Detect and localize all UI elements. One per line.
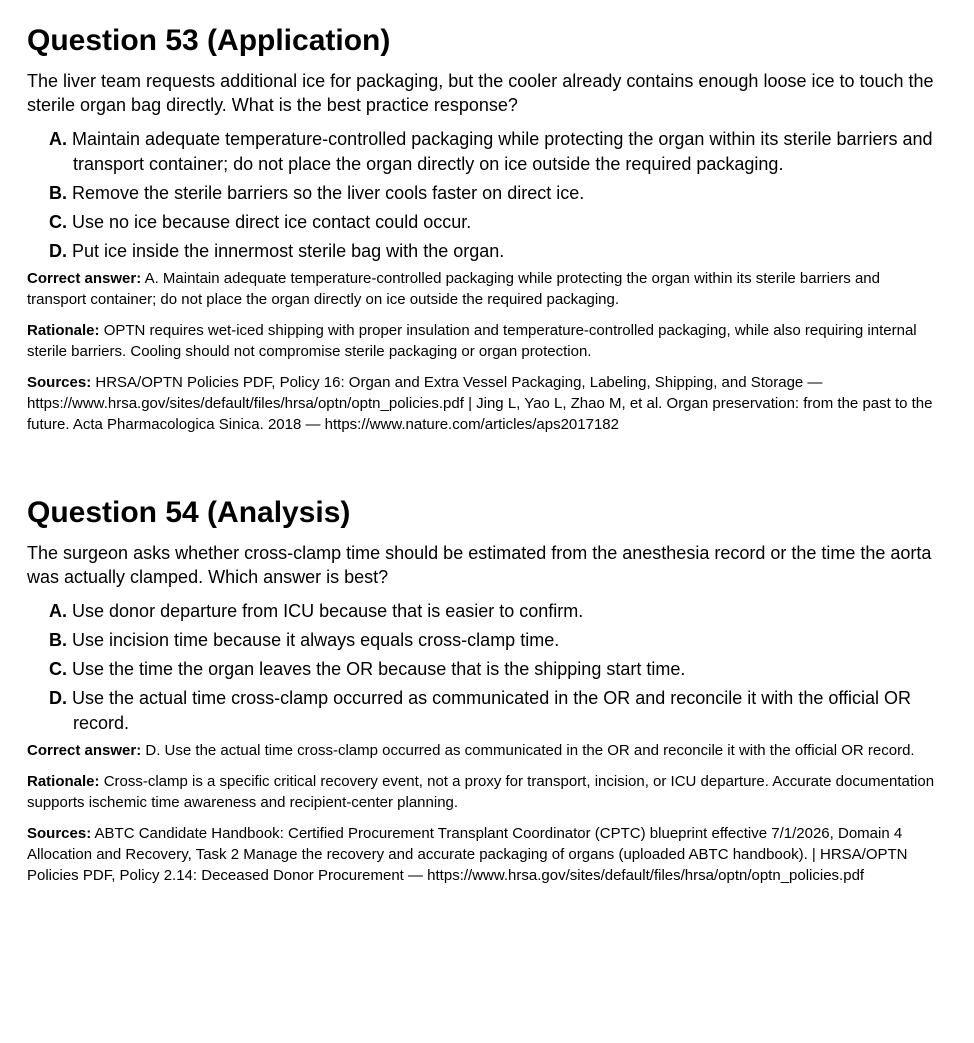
option-letter: D. xyxy=(49,688,67,708)
option-b xyxy=(49,628,937,653)
question-title: Question 54 (Analysis) xyxy=(27,496,351,529)
option-text: Remove the sterile barriers so the liver cools faster on direct ice. xyxy=(72,183,585,203)
option-letter: D. xyxy=(49,241,67,261)
sources-label: Sources: xyxy=(27,374,92,391)
sources-label: Sources: xyxy=(27,825,92,842)
option-c xyxy=(49,210,937,235)
option-letter: C. xyxy=(49,212,67,232)
correct-answer-label: Correct answer: xyxy=(27,742,142,759)
option-letter: B. xyxy=(49,183,67,203)
option-letter: A. xyxy=(49,129,67,149)
rationale xyxy=(27,771,937,813)
question-stem: The liver team requests additional ice for packaging, but the cooler already contains enough loose ice to touch the sterile organ bag directly. What is the best practice response? xyxy=(27,71,934,115)
option-text: Put ice inside the innermost sterile bag with the organ. xyxy=(72,241,505,261)
option-text: Use no ice because direct ice contact could occur. xyxy=(72,212,472,232)
rationale-text: OPTN requires wet-iced shipping with proper insulation and temperature-controlled packaging, while also requiring internal sterile barriers. Cooling should not compromise sterile packaging or organ protection. xyxy=(27,322,917,360)
option-a xyxy=(49,127,937,177)
option-d xyxy=(49,686,937,736)
question-53 xyxy=(27,0,937,435)
question-title: Question 53 (Application) xyxy=(27,24,391,57)
correct-answer-text: A. Maintain adequate temperature-controlled packaging while protecting the organ within its sterile barriers and transport container; do not place the organ directly on ice outside the required packaging. xyxy=(27,270,880,308)
option-text: Use the time the organ leaves the OR because that is the shipping start time. xyxy=(72,659,686,679)
rationale-text: Cross-clamp is a specific critical recovery event, not a proxy for transport, incision, or ICU departure. Accurate documentation supports ischemic time awareness and recipient-center planning. xyxy=(27,773,935,811)
option-text: Maintain adequate temperature-controlled packaging while protecting the organ within its sterile barriers and transport container; do not place the organ directly on ice outside the required packaging. xyxy=(72,129,933,174)
sources xyxy=(27,823,937,886)
sources xyxy=(27,372,937,435)
option-c xyxy=(49,657,937,682)
correct-answer-label: Correct answer: xyxy=(27,270,142,287)
rationale xyxy=(27,320,937,362)
option-letter: B. xyxy=(49,630,67,650)
option-letter: C. xyxy=(49,659,67,679)
option-letter: A. xyxy=(49,601,67,621)
correct-answer xyxy=(27,268,937,310)
option-a xyxy=(49,599,937,624)
rationale-label: Rationale: xyxy=(27,773,100,790)
correct-answer xyxy=(27,740,937,761)
answer-options xyxy=(27,127,937,264)
option-text: Use incision time because it always equals cross-clamp time. xyxy=(72,630,560,650)
correct-answer-text: D. Use the actual time cross-clamp occurred as communicated in the OR and reconcile it with the official OR record. xyxy=(145,742,915,759)
sources-text: HRSA/OPTN Policies PDF, Policy 16: Organ and Extra Vessel Packaging, Labeling, Shipping, and Storage — https://www.hrsa.gov/sites/default/files/hrsa/optn/optn_policies.pdf | Jing L, Yao L, Zhao M, et al. Organ preservation: from the past to the future. Acta Pharmacologica Sinica. 2018 — https://www.nature.com/articles/aps2017182 xyxy=(27,374,933,433)
option-text: Use donor departure from ICU because that is easier to confirm. xyxy=(72,601,584,621)
sources-text: ABTC Candidate Handbook: Certified Procurement Transplant Coordinator (CPTC) blueprint effective 7/1/2026, Domain 4 Allocation and Recovery, Task 2 Manage the recovery and accurate packaging of organs (uploaded ABTC handbook). | HRSA/OPTN Policies PDF, Policy 2.14: Deceased Donor Procurement — https://www.hrsa.gov/sites/default/files/hrsa/optn/optn_policies.pdf xyxy=(27,825,908,884)
answer-options xyxy=(27,599,937,736)
option-b xyxy=(49,181,937,206)
question-stem: The surgeon asks whether cross-clamp time should be estimated from the anesthesia record or the time the aorta was actually clamped. Which answer is best? xyxy=(27,543,932,587)
option-d xyxy=(49,239,937,264)
rationale-label: Rationale: xyxy=(27,322,100,339)
option-text: Use the actual time cross-clamp occurred as communicated in the OR and reconcile it with the official OR record. xyxy=(72,688,912,733)
question-54 xyxy=(27,496,937,886)
